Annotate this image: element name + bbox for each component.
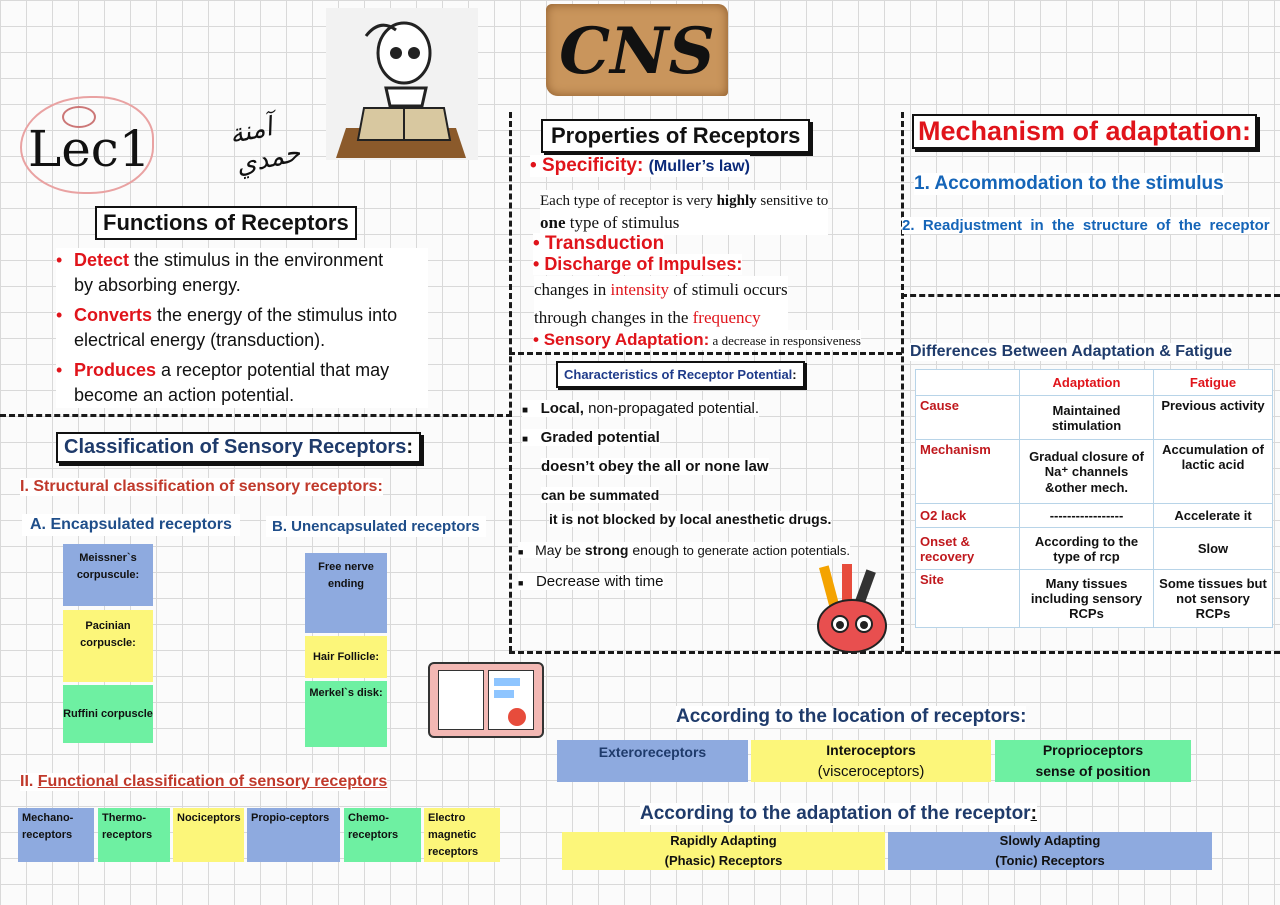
free-nerve-ending: Free nerve ending bbox=[305, 553, 387, 633]
graded-detail-1: doesn’t obey the all or none law bbox=[541, 458, 769, 475]
functions-title: Functions of Receptors bbox=[95, 206, 357, 240]
local-item: ■ Local, non-propagated potential. bbox=[522, 400, 760, 417]
divider-right-vertical bbox=[901, 112, 904, 652]
mechanism-title: Mechanism of adaptation: bbox=[912, 114, 1257, 149]
table-row: Cause Maintained stimulation Previous activity bbox=[916, 396, 1273, 440]
nociceptors: Nociceptors bbox=[173, 808, 244, 862]
divider-bottom-horizontal bbox=[509, 651, 1280, 654]
unencapsulated-title: B. Unencapsulated receptors bbox=[266, 516, 486, 537]
mechanism-item-2: 2. Readjustment in the structure of the receptor bbox=[902, 217, 1270, 234]
location-title: According to the location of receptors: bbox=[676, 706, 1027, 727]
skeleton-reading-sticker bbox=[326, 8, 478, 160]
skeleton-icon bbox=[326, 8, 478, 160]
rapidly-adapting: Rapidly Adapting (Phasic) Receptors bbox=[562, 832, 885, 870]
mechano-receptors: Mechano-receptors bbox=[18, 808, 94, 862]
differences-table bbox=[915, 369, 1273, 628]
functions-list bbox=[56, 248, 428, 408]
graded-item: ■ Graded potential bbox=[522, 429, 660, 446]
divider-left-horizontal bbox=[0, 414, 512, 417]
list-item: • Detect the stimulus in the environment by absorbing energy. bbox=[56, 250, 384, 295]
exteroreceptors: Exteroreceptors bbox=[557, 740, 748, 782]
table-row: Adaptation Fatigue bbox=[916, 370, 1273, 396]
hair-follicle: Hair Follicle: bbox=[305, 636, 387, 678]
meissner-corpuscle: Meissner`s corpuscule: bbox=[63, 544, 153, 606]
lec-badge bbox=[20, 96, 154, 194]
author-signature: آمنة حمدي bbox=[226, 111, 303, 180]
list-item: • Converts the energy of the stimulus into electrical energy (transduction). bbox=[56, 305, 398, 350]
sensory-adaptation-item: • Sensory Adaptation: a decrease in responsiveness bbox=[533, 330, 861, 349]
electromagnetic-receptors: Electro magnetic receptors bbox=[424, 808, 500, 862]
slowly-adapting: Slowly Adapting (Tonic) Receptors bbox=[888, 832, 1212, 870]
table-row: Mechanism Gradual closure of Na⁺ channels &other mech. Accumulation of lactic acid bbox=[916, 440, 1273, 504]
divider-middle-vertical bbox=[509, 112, 512, 652]
differences-title: Differences Between Adaptation & Fatigue bbox=[910, 343, 1233, 360]
cns-title-banner bbox=[546, 4, 728, 96]
classification-title: Classification of Sensory Receptors: bbox=[56, 432, 421, 463]
decrease-item: ■ Decrease with time bbox=[518, 573, 664, 590]
characteristics-title: Characteristics of Receptor Potential: bbox=[556, 361, 805, 388]
discharge-item: • Discharge of Impulses: bbox=[533, 254, 743, 274]
merkel-disk: Merkel`s disk: bbox=[305, 681, 387, 747]
properties-title: Properties of Receptors bbox=[541, 119, 810, 153]
mechanism-item-1: 1. Accommodation to the stimulus bbox=[914, 173, 1224, 194]
chemo-receptors: Chemo-receptors bbox=[344, 808, 421, 862]
table-row: Onset & recovery According to the type of rcp Slow bbox=[916, 528, 1273, 570]
structural-classification-title: I. Structural classification of sensory receptors: bbox=[20, 478, 383, 495]
specificity-row: • Specificity: (Muller’s law) bbox=[530, 155, 750, 176]
pencil-cup-sticker bbox=[812, 562, 892, 654]
cns-title: CNS bbox=[559, 14, 715, 89]
functional-classification-title: II. Functional classification of sensory receptors bbox=[20, 773, 388, 790]
transduction-item: • Transduction bbox=[533, 233, 665, 254]
specificity-text: Each type of receptor is very highly sensitive to one type of stimulus bbox=[540, 190, 828, 235]
graded-detail-3: it is not blocked by local anesthetic drugs. bbox=[549, 511, 832, 527]
table-row: Site Many tissues including sensory RCPs Some tissues but not sensory RCPs bbox=[916, 570, 1273, 628]
propio-ceptors: Propio-ceptors bbox=[247, 808, 340, 862]
strong-item: ■ May be strong enough to generate action potentials. bbox=[518, 542, 850, 558]
proprioceptors: Proprioceptors sense of position bbox=[995, 740, 1191, 782]
pacinian-corpuscle: Pacinian corpuscle: bbox=[63, 610, 153, 682]
graded-detail-2: can be summated bbox=[541, 487, 660, 503]
notebook-sticker bbox=[428, 662, 544, 738]
divider-right-horizontal bbox=[901, 294, 1280, 297]
divider-middle-horizontal bbox=[509, 352, 902, 355]
interoceptors: Interoceptors (visceroceptors) bbox=[751, 740, 991, 782]
encapsulated-title: A. Encapsulated receptors bbox=[22, 514, 240, 536]
discharge-text: changes in intensity of stimuli occurs through changes in the frequency bbox=[534, 276, 788, 332]
thermo-receptors: Thermo-receptors bbox=[98, 808, 170, 862]
adaptation-class-title: According to the adaptation of the receptor: bbox=[640, 803, 1037, 824]
table-row: O2 lack ----------------- Accelerate it bbox=[916, 504, 1273, 528]
ruffini-corpuscle: Ruffini corpuscle bbox=[63, 685, 153, 743]
list-item: • Produces a receptor potential that may become an action potential. bbox=[56, 360, 390, 405]
lec-label: Lec1 bbox=[28, 120, 151, 178]
